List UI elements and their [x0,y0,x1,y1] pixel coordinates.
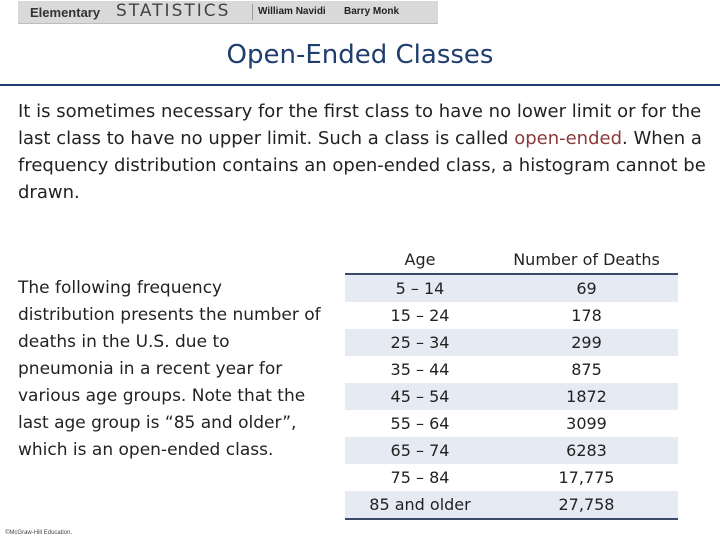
age-cell: 85 and older [345,491,495,519]
author-name-2: Barry Monk [344,6,400,17]
table-header-row [345,246,678,274]
deaths-cell: 178 [571,306,602,325]
book-title-bar [18,1,438,24]
header-banner [0,0,720,25]
frequency-table [345,246,678,520]
deaths-cell: 27,758 [495,491,678,519]
title-underline [0,84,720,86]
age-cell: 15 – 24 [390,306,450,325]
deaths-cell: 17,775 [558,468,615,487]
column-header-deaths: Number of Deaths [495,246,678,274]
frequency-table-container [345,246,678,520]
intro-highlight-term: open-ended [514,128,623,149]
age-cell: 5 – 14 [345,274,495,302]
table-row [345,410,678,437]
table-row [345,274,678,302]
banner-divider [252,4,253,20]
author-name-1: William Navidi [258,6,326,17]
table-row [345,356,678,383]
age-cell: 45 – 54 [345,383,495,410]
intro-text-part1: It is sometimes necessary for the first class to have no lower limit or for the last class to have no upper limit. Such a class is called [18,101,702,149]
description-paragraph: The following frequency distribution presents the number of deaths in the U.S. due to pneumonia in a recent year for various age groups. Note that the last age group is “85 and older”, which is an open-ended class. [18,278,321,460]
intro-text-part2: . When a frequency distribution contains an open-ended class, a histogram cannot be drawn. [18,128,706,203]
intro-paragraph [18,98,708,206]
age-cell: 55 – 64 [390,414,450,433]
table-row [345,491,678,519]
age-cell: 75 – 84 [390,468,450,487]
deaths-cell: 1872 [495,383,678,410]
column-header-age: Age [345,246,495,274]
slide-title: Open-Ended Classes [226,40,494,70]
deaths-cell: 299 [495,329,678,356]
deaths-cell: 69 [495,274,678,302]
table-row [345,383,678,410]
copyright-footer: ©McGraw-Hill Education. [5,530,73,536]
deaths-cell: 6283 [495,437,678,464]
age-cell: 65 – 74 [345,437,495,464]
table-row [345,437,678,464]
table-row [345,329,678,356]
age-cell: 35 – 44 [390,360,450,379]
book-title-statistics: STATISTICS [116,1,231,21]
deaths-cell: 3099 [566,414,607,433]
book-title-elementary: Elementary [30,5,101,20]
table-row [345,464,678,491]
age-cell: 25 – 34 [345,329,495,356]
table-row [345,302,678,329]
deaths-cell: 875 [571,360,602,379]
